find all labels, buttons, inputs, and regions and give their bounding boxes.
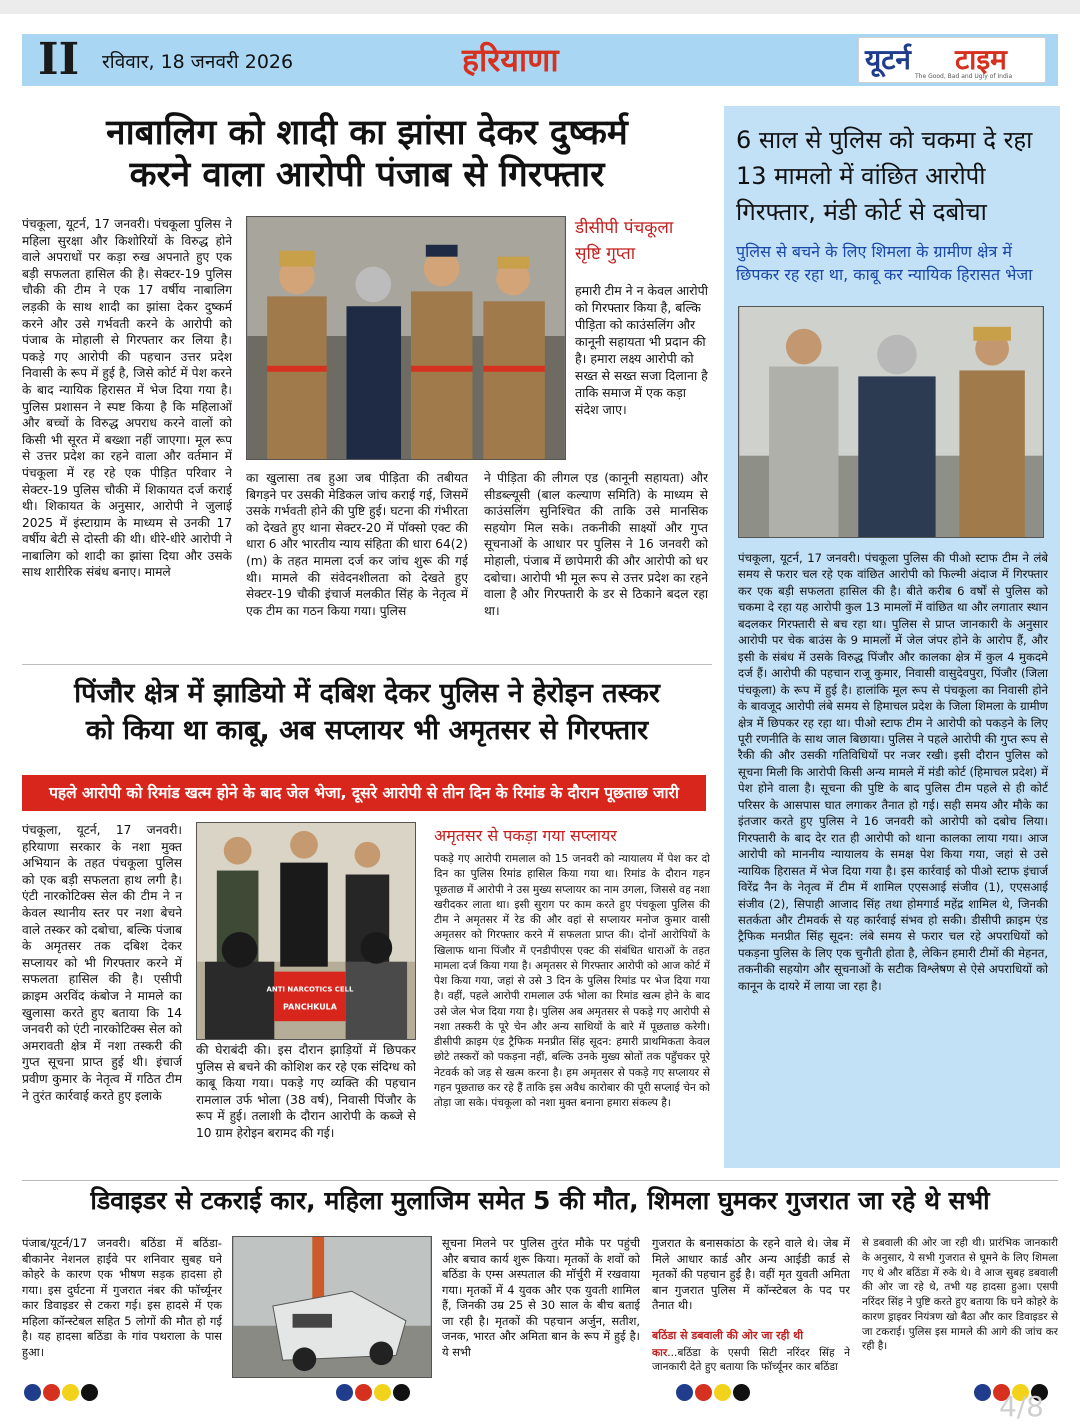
story1-column-3: ने पीड़िता की लीगल एड (कानूनी सहायता) और सीडब्ल्यूसी (बाल कल्याण समिति) के माध्यम से काउंसलिंग सुनिश्चित की ताकि उसे मानसिक सहयोग मिल सके। तकनीकी साक्ष्यों और गुप्त सूचनाओं के आधार पर पुलिस ने 16 जनवरी को मोहाली, पंजाब में छापेमारी की और आरोपी को धर दबोचा। आरोपी भी मूल रूप से उत्तर प्रदेश का रहने वाला है और गिरफ्तारी के डर से ठिकाने बदल रहा था।	[484, 471, 708, 618]
story3-column-2: सूचना मिलने पर पुलिस तुरंत मौके पर पहुंची और बचाव कार्य शुरू किया। मृतकों के शवों को बठिंडा के एम्स अस्पताल की मॉर्चुरी में रखवाया गया। मृतकों में 4 युवक और एक युवती शामिल हैं, जिनकी उम्र 25 से 30 साल के बीच बताई जा रही है। मृतकों की पहचान अर्जुन, सतीश, जनक, भारत और अमिता बान के रूप में हुई है। ये सभी	[442, 1236, 640, 1359]
footer-dot	[336, 1384, 353, 1401]
section-title: हरियाणा	[462, 41, 559, 79]
story3-tail-lead: कार	[652, 1347, 668, 1359]
sidebar-subhead	[736, 240, 1054, 286]
story1-headline-line2: करने वाला आरोपी पंजाब से गिरफ्तार	[129, 155, 605, 195]
story2-column-2: की घेराबंदी की। इस दौरान झाड़ियों में छिपकर पुलिस से बचने की कोशिश कर रहे एक संदिग्ध को काबू किया गया। पकड़े गए व्यक्ति की पहचान रामलाल उर्फ भोला (38 वर्ष), निवासी पिंजौर के रूप में हुई। तलाशी के दौरान आरोपी के कब्जे से 10 ग्राम हेरोइन बरामद की गई।	[196, 1043, 416, 1140]
story1-photo-illustration	[247, 217, 565, 459]
logo-text-secondary: टाइम	[955, 43, 1007, 76]
story3-column-3: गुजरात के बनासकांठा के रहने वाले थे। जेब में मिले आधार कार्ड और अन्य आईडी कार्ड से मृतकों की पहचान हुई है। वहीं मृत युवती अमिता बान गुजरात पुलिस में कॉन्स्टेबल के पद पर तैनात थी।	[652, 1236, 850, 1312]
story3-column-1: पंजाब/यूटर्न/17 जनवरी। बठिंडा में बठिंडा-बीकानेर नेशनल हाईवे पर शनिवार सुबह घने कोहरे के कारण एक भीषण सड़क हादसा हो गया। इस दुर्घटना में गुजरात नंबर की फॉर्च्यूनर कार डिवाइडर से टकरा गई। इस हादसे में एक महिला कॉन्स्टेबल सहित 5 लोगों की मौत हो गई है। यह हादसा बठिंडा के गांव पथराला के पास हुआ।	[22, 1236, 222, 1359]
sidebar-body-text: पंचकूला, यूटर्न, 17 जनवरी। पंचकूला पुलिस की पीओ स्टाफ टीम ने लंबे समय से फरार चल रहे एक वांछित आरोपी को फिल्मी अंदाज में गिरफ्तार कर एक बड़ी सफलता हासिल की है। बीते करीब 6 वर्षों से पुलिस को चकमा दे रहा यह आरोपी कुल 13 मामलों में वांछित था और लगातार स्थान बदलकर गिरफ्तारी से बच रहा था। पुलिस से प्राप्त जानकारी के अनुसार आरोपी पर चेक बाउंस के 9 मामलों में जेल जंपर होने के आरोप हैं, और इसी के संबंध में उसके विरुद्ध पिंजौर और कालका क्षेत्र में कुल 4 मुकदमे दर्ज हैं। आरोपी की पहचान राजू कुमार, निवासी वासुदेवपुरा, पिंजौर (जिला पंचकूला) के रूप में हुई है। हालांकि मूल रूप से पंचकूला का निवासी होने के बावजूद आरोपी लंबे समय से हिमाचल प्रदेश के जिला शिमला के ग्रामीण क्षेत्र में छिपकर रह रहा था। पीओ स्टाफ टीम ने आरोपी को पकड़ने के लिए पूरी रणनीति के साथ जाल बिछाया। पुलिस ने पहले आरोपी की गुप्त रूप से रैकी की और उसकी गतिविधियों पर नजर रखी। इसी दौरान पुलिस को सूचना मिली कि आरोपी किसी अन्य मामले में मंडी कोर्ट (हिमाचल प्रदेश) में पेश होने वाला है। सूचना की पुष्टि के बाद पुलिस टीम पहले से ही कोर्ट परिसर के आसपास घात लगाकर तैनात हो गई। सही समय और मौके का इंतजार करते हुए पुलिस ने 16 जनवरी को आरोपी को दबोच लिया। गिरफ्तारी के बाद देर रात ही आरोपी को थाना कालका लाया गया। आज आरोपी को माननीय न्यायालय के समक्ष पेश किया गया, जहां से उसे न्यायिक हिरासत में भेज दिया गया है। इस कार्रवाई को पीओ स्टाफ इंचार्ज विरेंद्र नैन के नेतृत्व में टीम में शामिल एएसआई संजीव (1), एएसआई संजीव (2), सिपाही आजाद सिंह तथा होमगार्ड महेंद्र शामिल थे, जिनकी सतर्कता और टीमवर्क से यह कार्रवाई संभव हो सकी। डीसीपी क्राइम एंड ट्रैफिक मनप्रीत सिंह सूदन: लंबे समय से फरार चल रहे अपराधियों को पकड़ना पुलिस के लिए एक चुनौती होता है, लेकिन हमारी टीमों की मेहनत, तकनीकी सहयोग और सूचनाओं के सटीक विश्लेषण से ऐसे अपराधियों को कानून के दायरे में लाया जा रहा है।	[738, 551, 1048, 993]
page-count: 4/8	[998, 1390, 1044, 1423]
story2-side-text: पकड़े गए आरोपी रामलाल को 15 जनवरी को न्यायालय में पेश कर दो दिन का पुलिस रिमांड हासिल किया गया था। रिमांड के दौरान गहन पूछताछ में आरोपी ने उस मुख्य सप्लायर का नाम उगला, जिससे वह नशा खरीदकर लाता था। इसी सुराग पर काम करते हुए पंचकूला पुलिस की टीम ने अमृतसर में रेड की और वहां से सप्लायर मनोज कुमार वासी अमृतसर को गिरफ्तार करने में सफलता प्राप्त की। दोनों आरोपियों के खिलाफ थाना पिंजौर में एनडीपीएस एक्ट की संबंधित धाराओं के तहत मामला दर्ज किया गया है। अमृतसर से गिरफ्तार आरोपी को आज कोर्ट में पेश किया गया, जहां से उसे 3 दिन के पुलिस रिमांड पर भेज दिया गया है। वहीं, पहले आरोपी रामलाल उर्फ भोला का रिमांड खत्म होने के बाद उसे जेल भेज दिया गया है। पुलिस अब अमृतसर से पकड़े गए आरोपी से नशा तस्करी के पूरे चेन और अन्य साथियों के बारे में पूछताछ करेगी। डीसीपी क्राइम एंड ट्रैफिक मनप्रीत सिंह सूदन: हमारी प्राथमिकता केवल छोटे तस्करों को पकड़ना नहीं, बल्कि उनके मुख्य स्रोतों तक पहुँचकर पूरे नेटवर्क को जड़ से खत्म करना है। हम अमृतसर से पकड़े गए सप्लायर से गहन पूछताछ कर रहे हैं ताकि इस अवैध कारोबार की पूरी सप्लाई चेन को तोड़ा जा सके। पंचकूला को नशा मुक्त बनाना हमारा संकल्प है।	[434, 853, 710, 1109]
story3-car-crash-photo	[232, 1236, 432, 1378]
story2-photo-illustration	[197, 823, 415, 1039]
logo-tagline: The Good, Bad and Ugly of India	[915, 73, 1013, 80]
sidebar-subhead-line2: छिपकर रह रहा था, काबू कर न्यायिक हिरासत भेजा	[736, 265, 1033, 285]
footer-dot	[24, 1384, 41, 1401]
masthead-bar	[22, 34, 1058, 86]
sidebar-photo-illustration	[739, 307, 1043, 537]
footer-dot	[355, 1384, 372, 1401]
page-roman-number: II	[38, 34, 80, 85]
story1-police-photo	[246, 216, 566, 460]
story2-headline	[22, 676, 712, 749]
footer-dot	[695, 1384, 712, 1401]
story1-headline	[22, 112, 712, 196]
sidebar-headline	[736, 122, 1052, 230]
footer-dot	[393, 1384, 410, 1401]
footer-dots-left	[24, 1384, 100, 1402]
quote-name-line2: सृष्टि गुप्ता	[575, 243, 636, 264]
story3-column-4: से डबवाली की ओर जा रही थी। प्रारंभिक जानकारी के अनुसार, ये सभी गुजरात से घूमने के लिए शिमला गए थे और बठिंडा में रुके थे। वे आज सुबह डबवाली की ओर जा रहे थे, तभी यह हादसा हुआ। एसपी नरिंदर सिंह ने पुष्टि करते हुए बताया कि घने कोहरे के कारण ड्राइवर नियंत्रण खो बैठा और कार डिवाइडर से जा टकराई। पुलिस इस मामले की आगे की जांच कर रही है।	[862, 1237, 1058, 1353]
story1-quote-attribution	[575, 216, 715, 267]
quote-name-line1: डीसीपी पंचकूला	[575, 218, 674, 238]
footer-dot	[733, 1384, 750, 1401]
photo-banner-text-line2: PANCHKULA	[283, 1002, 337, 1012]
divider	[22, 664, 712, 665]
story2-red-strap: पहले आरोपी को रिमांड खत्म होने के बाद जेल भेजा, दूसरे आरोपी से तीन दिन के रिमांड के दौरान पूछताछ जारी	[22, 775, 706, 811]
story2-headline-line2: को किया था काबू, अब सप्लायर भी अमृतसर से गिरफ्तार	[85, 714, 649, 746]
story2-headline-line1: पिंजौर क्षेत्र में झाडियो में दबिश देकर पुलिस ने हेरोइन तस्कर	[74, 678, 660, 709]
logo-text-primary: यूटर्न	[865, 43, 911, 76]
footer-dot	[374, 1384, 391, 1401]
story3-tail-text: ...बठिंडा के एसपी सिटी नरिंदर सिंह ने जानकारी देते हुए बताया कि फॉर्च्यूनर कार बठिंडा	[652, 1347, 850, 1374]
footer-dot	[43, 1384, 60, 1401]
footer-dots-center-left	[336, 1384, 412, 1402]
sidebar-headline-line1: 6 साल से पुलिस को चकमा दे रहा	[736, 126, 1033, 154]
top-strip	[0, 0, 1080, 14]
sidebar-headline-line3: गिरफ्तार, मंडी कोर्ट से दबोचा	[736, 198, 987, 226]
dateline: रविवार, 18 जनवरी 2026	[102, 51, 294, 73]
footer-dots-center-right	[676, 1384, 752, 1402]
story3-column-3-subtitle: बठिंडा से डबवाली की ओर जा रही थी	[652, 1329, 804, 1342]
story2-column-1: पंचकूला, यूटर्न, 17 जनवरी। हरियाणा सरकार के नशा मुक्त अभियान के तहत पंचकूला पुलिस को एक बड़ी सफलता हाथ लगी है। एंटी नारकोटिक्स सेल की टीम ने न केवल स्थानीय स्तर पर नशा बेचने वाले तस्कर को दबोचा, बल्कि पंजाब के अमृतसर तक दबिश देकर सप्लायर को भी गिरफ्तार करने में सफलता हासिल की है। एसीपी क्राइम अरविंद कंबोज ने मामले का खुलासा करते हुए बताया कि 14 जनवरी को एंटी नारकोटिक्स सेल को अमरावती क्षेत्र में नशा तस्करी की गुप्त सूचना प्राप्त हुई थी। इंचार्ज प्रवीण कुमार के नेतृत्व में गठित टीम ने तुरंत कार्रवाई करते हुए इलाके	[22, 823, 182, 1103]
story1-column-2: का खुलासा तब हुआ जब पीड़िता की तबीयत बिगड़ने पर उसकी मेडिकल जांच कराई गई, जिसमें उसके गर्भवती होने की पुष्टि हुई। घटना की गंभीरता को देखते हुए थाना सेक्टर-20 में पॉक्सो एक्ट की धारा 6 और भारतीय न्याय संहिता की धारा 64(2)(m) के तहत मामला दर्ज कर जांच शुरू की गई थी। मामले की संवेदनशीलता को देखते हुए सेक्टर-19 चौकी इंचार्ज मलकीत सिंह के नेतृत्व में एक टीम का गठन किया गया। पुलिस	[246, 471, 468, 618]
story3-column-3-tail	[652, 1346, 850, 1382]
story2-anti-narcotics-photo	[196, 822, 416, 1040]
sidebar-subhead-line1: पुलिस से बचने के लिए शिमला के ग्रामीण क्षेत्र में	[736, 242, 1012, 261]
footer-dot	[676, 1384, 693, 1401]
sidebar-arrest-photo	[738, 306, 1044, 538]
photo-banner-text-line1: ANTI NARCOTICS CELL	[266, 985, 354, 994]
story3-headline: डिवाइडर से टकराई कार, महिला मुलाजिम समेत 5 की मौत, शिमला घुमकर गुजरात जा रहे थे सभी	[90, 1186, 990, 1215]
divider	[22, 1180, 1058, 1181]
story1-quote-text: हमारी टीम ने न केवल आरोपी को गिरफ्तार किया है, बल्कि पीड़िता को काउंसलिंग और कानूनी सहायता भी प्रदान की है। हमारा लक्ष्य आरोपी को सख्त से सख्त सजा दिलाना है ताकि समाज में एक कड़ा संदेश जाए।	[575, 283, 708, 417]
footer-dot	[81, 1384, 98, 1401]
story1-headline-line1: नाबालिग को शादी का झांसा देकर दुष्कर्म	[106, 113, 628, 153]
story3-photo-illustration	[233, 1237, 431, 1377]
footer-dot	[974, 1384, 991, 1401]
story1-column-1: पंचकूला, यूटर्न, 17 जनवरी। पंचकूला पुलिस ने महिला सुरक्षा और किशोरियों के विरुद्ध होने वाले अपराधों पर कड़ा रुख अपनाते हुए एक बड़ी सफलता हासिल की है। सेक्टर-19 पुलिस चौकी की टीम ने एक 17 वर्षीय नाबालिग लड़की के साथ शादी का झांसा देकर दुष्कर्म करने और उसे गर्भवती करने के आरोपी को पंजाब के मोहाली से गिरफ्तार कर लिया है। पकड़े गए आरोपी की पहचान उत्तर प्रदेश निवासी के रूप में हुई है, जिसे कोर्ट में पेश करने के बाद न्यायिक हिरासत में भेज दिया गया है। पुलिस प्रशासन ने स्पष्ट किया है कि महिलाओं और बच्चों के विरुद्ध अपराध करने वालों को किसी भी सूरत में बख्शा नहीं जाएगा। मूल रूप से उत्तर प्रदेश का रहने वाला और वर्तमान में पंचकूला में रह रहे एक पीड़ित परिवार ने सेक्टर-19 पुलिस चौकी में शिकायत दर्ज कराई थी। शिकायत के अनुसार, आरोपी ने जुलाई 2025 में इंस्टाग्राम के माध्यम से उनकी 17 वर्षीय बेटी से दोस्ती की थी। धीरे-धीरे आरोपी ने नाबालिग को शादी का झांसा दिया और उसके साथ शारीरिक संबंध बनाए। मामले	[22, 217, 232, 580]
sidebar-headline-line2: 13 मामलो में वांछित आरोपी	[736, 162, 986, 190]
footer-dot	[714, 1384, 731, 1401]
story2-side-title: अमृतसर से पकड़ा गया सप्लायर	[434, 826, 617, 845]
newspaper-logo	[858, 37, 1046, 83]
footer-dot	[62, 1384, 79, 1401]
